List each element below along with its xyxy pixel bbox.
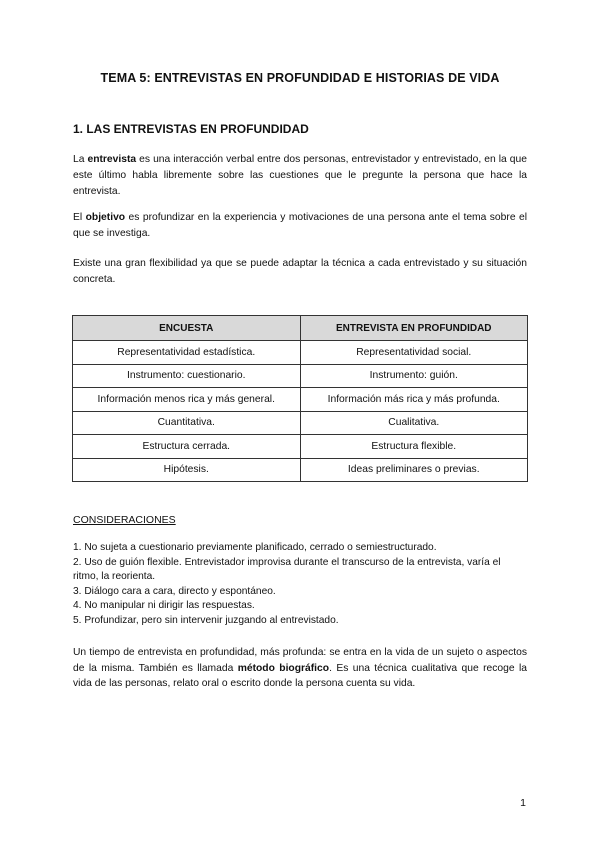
table-row (73, 388, 528, 412)
document-title: TEMA 5: ENTREVISTAS EN PROFUNDIDAD E HISTORIAS DE VIDA (100, 71, 500, 85)
table-row (73, 435, 528, 459)
table-cell: Estructura flexible. (300, 435, 528, 459)
table-cell: Instrumento: guión. (300, 364, 528, 388)
comparison-table (72, 315, 528, 482)
page-number: 1 (520, 797, 526, 809)
table-cell: Ideas preliminares o previas. (300, 458, 528, 482)
list-item: 2. Uso de guión flexible. Entrevistador improvisa durante el transcurso de la entrevista, varía el ritmo, la reorienta. (73, 556, 501, 583)
table-cell: Representatividad social. (300, 341, 528, 365)
table-row (73, 411, 528, 435)
table-cell: Hipótesis. (73, 458, 301, 482)
considerations-heading: CONSIDERACIONES (73, 514, 176, 526)
paragraph-text: El (73, 212, 86, 223)
considerations-list (73, 541, 527, 629)
section-heading: 1. LAS ENTREVISTAS EN PROFUNDIDAD (73, 122, 309, 136)
table-cell: Estructura cerrada. (73, 435, 301, 459)
table-row (73, 364, 528, 388)
table-row (73, 341, 528, 365)
paragraph-text: Un tiempo de entrevista en profundidad, más profunda: se entra en la vida de un sujeto o aspectos de la misma. También es llamada (73, 647, 527, 674)
table-cell: Información más rica y más profunda. (300, 388, 528, 412)
paragraph-objetivo (73, 210, 527, 242)
table-cell: Instrumento: cuestionario. (73, 364, 301, 388)
bold-term: método biográfico (237, 662, 330, 674)
paragraph-text: es una interacción verbal entre dos personas, entrevistador y entrevistado, en la que este último habla libremente sobre las cuestiones que le pregunte la persona que hace la entrevista. (73, 154, 527, 197)
table-cell: Información menos rica y más general. (73, 388, 301, 412)
table-cell: Representatividad estadística. (73, 341, 301, 365)
table-cell: Cualitativa. (300, 411, 528, 435)
table-cell: Cuantitativa. (73, 411, 301, 435)
bold-term: entrevista (87, 154, 137, 165)
paragraph-metodo-biografico (73, 645, 527, 692)
paragraph-flexibilidad: Existe una gran flexibilidad ya que se puede adaptar la técnica a cada entrevistado y su situación concreta. (73, 258, 527, 285)
list-item: 3. Diálogo cara a cara, directo y espontáneo. (73, 585, 276, 597)
table-row (73, 458, 528, 482)
paragraph-entrevista (73, 152, 527, 200)
column-header: ENCUESTA (73, 316, 301, 341)
table-header-row (73, 316, 528, 341)
list-item: 5. Profundizar, pero sin intervenir juzgando al entrevistado. (73, 614, 339, 626)
column-header: ENTREVISTA EN PROFUNDIDAD (300, 316, 528, 341)
list-item: 1. No sujeta a cuestionario previamente planificado, cerrado o semiestructurado. (73, 542, 437, 553)
paragraph-text: La (73, 154, 88, 165)
paragraph-text: . Es una técnica cualitativa que recoge la vida de las personas, relato oral o escrito donde la persona cuenta su vida. (73, 662, 527, 689)
bold-term: objetivo (85, 212, 126, 223)
paragraph-text: es profundizar en la experiencia y motivaciones de una persona ante el tema sobre el que se investiga. (73, 212, 527, 239)
list-item: 4. No manipular ni dirigir las respuestas. (73, 600, 255, 612)
